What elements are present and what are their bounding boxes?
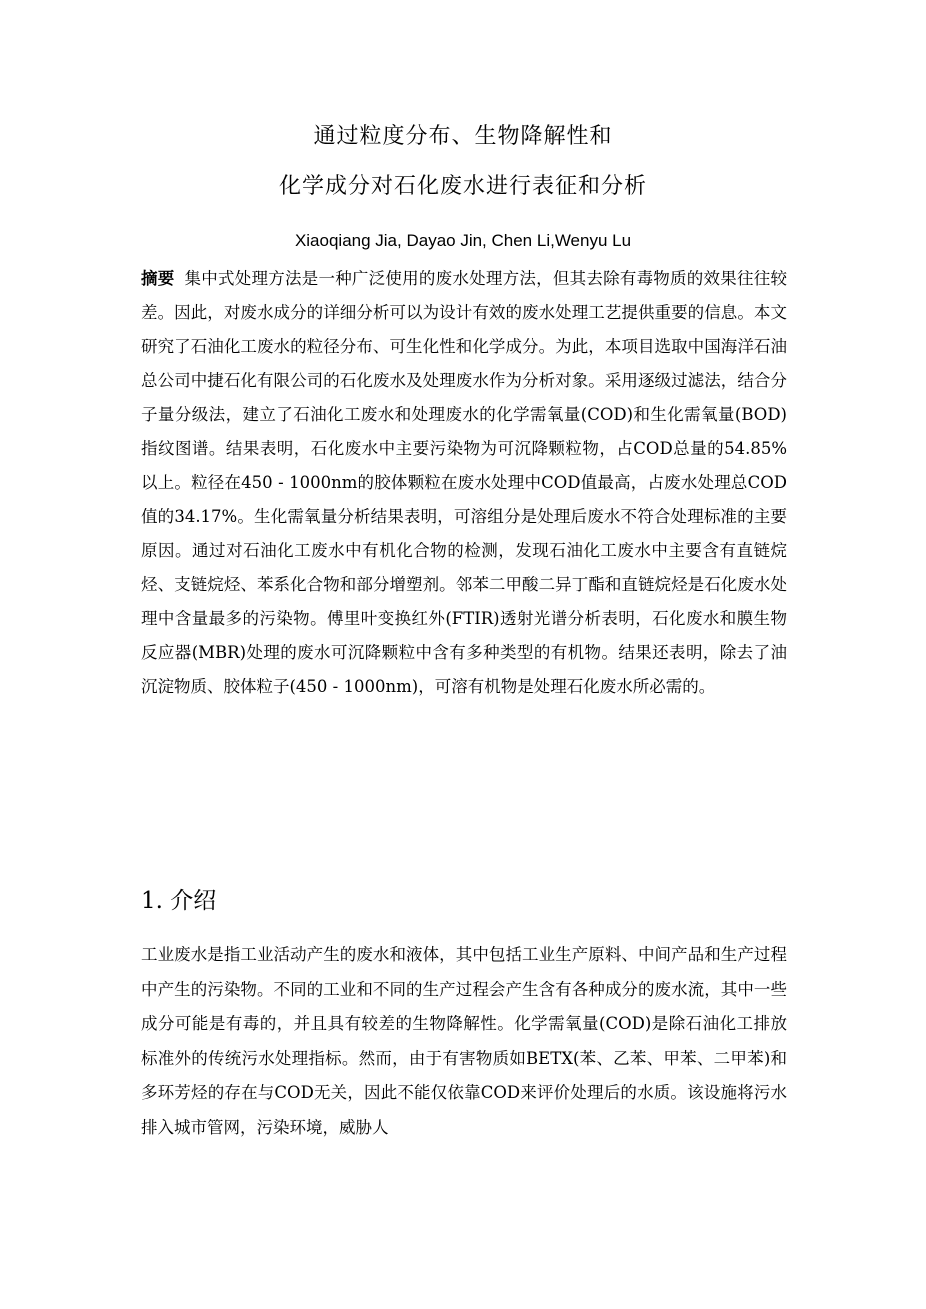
authors: Xiaoqiang Jia, Dayao Jin, Chen Li,Wenyu Lu: [294, 231, 632, 250]
section-heading-introduction: 1. 介绍: [141, 888, 217, 914]
abstract-label: 摘要: [141, 269, 175, 288]
abstract: [141, 262, 787, 704]
title-line-1: 通过粒度分布、生物降解性和: [313, 124, 613, 149]
section-body-introduction: 工业废水是指工业活动产生的废水和液体，其中包括工业生产原料、中间产品和生产过程中产生的污染物。不同的工业和不同的生产过程会产生含有各种成分的废水流，其中一些成分可能是有毒的，并且具有较差的生物降解性。化学需氧量(COD)是除石油化工排放标准外的传统污水处理指标。然而，由于有害物质如BETX(苯、乙苯、甲苯、二甲苯)和多环芳烃的存在与COD无关，因此不能仅依靠COD来评价处理后的水质。该设施将污水排入城市管网，污染环境，威胁人: [141, 945, 787, 1137]
abstract-text: 集中式处理方法是一种广泛使用的废水处理方法，但其去除有毒物质的效果往往较差。因此，对废水成分的详细分析可以为设计有效的废水处理工艺提供重要的信息。本文研究了石油化工废水的粒径分布、可生化性和化学成分。为此，本项目选取中国海洋石油总公司中捷石化有限公司的石化废水及处理废水作为分析对象。采用逐级过滤法，结合分子量分级法，建立了石油化工废水和处理废水的化学需氧量(COD)和生化需氧量(BOD)指纹图谱。结果表明，石化废水中主要污染物为可沉降颗粒物，占COD总量的54.85%以上。粒径在450 - 1000nm的胶体颗粒在废水处理中COD值最高，占废水处理总COD值的34.17%。生化需氧量分析结果表明，可溶组分是处理后废水不符合处理标准的主要原因。通过对石油化工废水中有机化合物的检测，发现石油化工废水中主要含有直链烷烃、支链烷烃、苯系化合物和部分增塑剂。邻苯二甲酸二异丁酯和直链烷烃是石化废水处理中含量最多的污染物。傅里叶变换红外(FTIR)透射光谱分析表明，石化废水和膜生物反应器(MBR)处理的废水可沉降颗粒中含有多种类型的有机物。结果还表明，除去了油沉淀物质、胶体粒子(450 - 1000nm)，可溶有机物是处理石化废水所必需的。: [141, 269, 788, 696]
title-line-2: 化学成分对石化废水进行表征和分析: [278, 174, 647, 199]
